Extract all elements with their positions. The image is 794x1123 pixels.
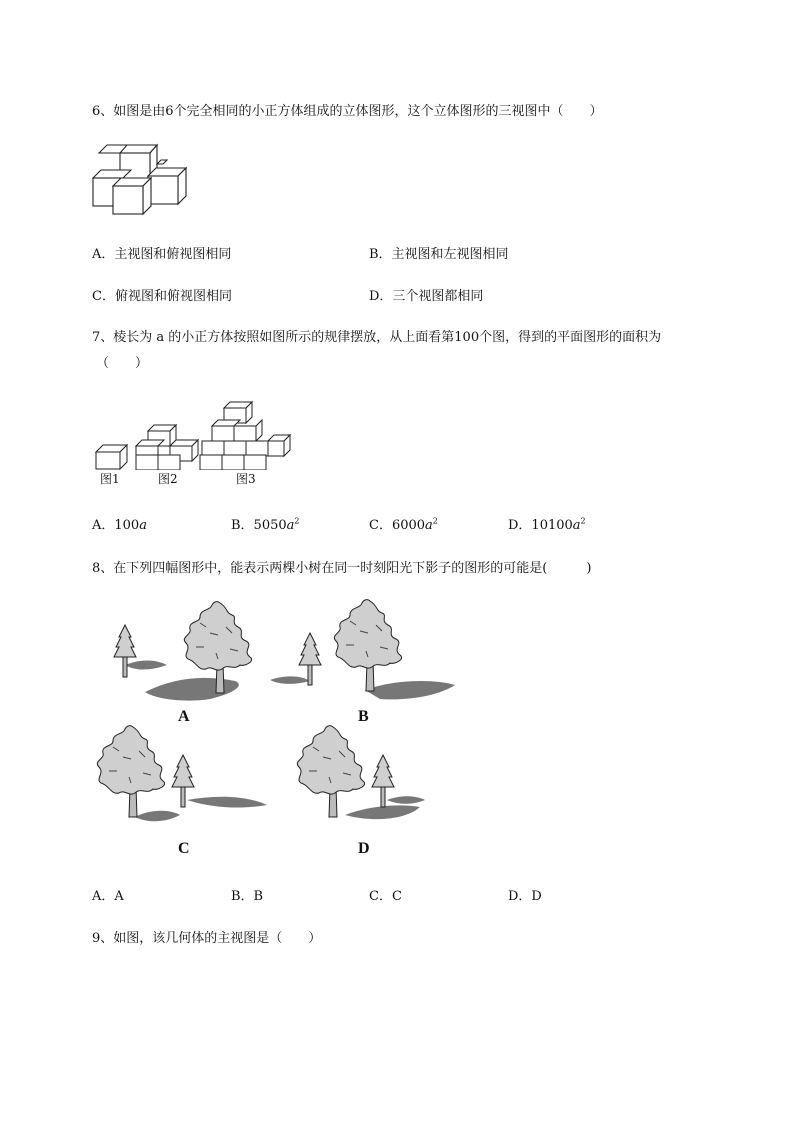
question-7-text-line2: （ ） xyxy=(96,356,149,371)
q6-option-c[interactable]: C．俯视图和俯视图相同 xyxy=(92,289,232,304)
q7-option-c-var: a xyxy=(425,518,433,533)
q7-caption-fig1: 图1 xyxy=(100,472,120,486)
q7-option-c[interactable] xyxy=(369,514,438,533)
q7-caption-fig2: 图2 xyxy=(158,472,178,486)
q7-option-b-var: a xyxy=(286,518,295,533)
q7-option-b[interactable] xyxy=(231,514,300,533)
q6-option-d[interactable]: D．三个视图都相同 xyxy=(369,289,484,304)
q8-option-c[interactable]: C．C xyxy=(369,889,402,904)
question-7-stacked-cubes-figure xyxy=(90,395,300,470)
q8-option-b[interactable]: B．B xyxy=(231,889,264,904)
question-8-trees-figure xyxy=(95,595,465,865)
q7-option-d-var: a xyxy=(572,518,581,533)
question-7-text-line1: 7、棱长为 a 的小正方体按照如图所示的规律摆放，从上面看第100个图，得到的平面图形的面积为 xyxy=(92,330,662,345)
q7-option-d[interactable] xyxy=(508,514,586,533)
q7-option-a[interactable] xyxy=(92,514,147,533)
q8-option-a[interactable]: A．A xyxy=(92,889,124,904)
q6-option-a[interactable]: A．主视图和俯视图相同 xyxy=(92,247,232,262)
q7-option-a-var: a xyxy=(139,518,147,533)
q8-image-label-b: B xyxy=(358,708,369,725)
q7-option-c-exp: 2 xyxy=(432,516,438,526)
q7-option-c-prefix: C．6000 xyxy=(369,518,426,533)
q8-option-d[interactable]: D．D xyxy=(508,889,542,904)
question-8-text: 8、在下列四幅图形中，能表示两棵小树在同一时刻阳光下影子的图形的可能是( ) xyxy=(92,561,592,576)
question-6-text: 6、如图是由6个完全相同的小正方体组成的立体图形，这个立体图形的三视图中（ ） xyxy=(92,104,603,119)
question-9-text: 9、如图，该几何体的主视图是（ ） xyxy=(92,931,322,946)
q7-option-d-prefix: D．10100 xyxy=(508,518,573,533)
q8-image-label-c: C xyxy=(178,840,190,857)
q7-option-a-prefix: A．100 xyxy=(92,518,140,533)
q6-option-b[interactable]: B．主视图和左视图相同 xyxy=(369,247,509,262)
q7-caption-fig3: 图3 xyxy=(236,472,256,486)
q7-option-b-exp: 2 xyxy=(294,516,300,526)
q8-image-label-a: A xyxy=(178,708,190,725)
q7-option-b-prefix: B．5050 xyxy=(231,518,287,533)
q7-option-d-exp: 2 xyxy=(580,516,586,526)
question-6-cube-figure xyxy=(90,140,190,216)
q8-image-label-d: D xyxy=(358,840,370,857)
